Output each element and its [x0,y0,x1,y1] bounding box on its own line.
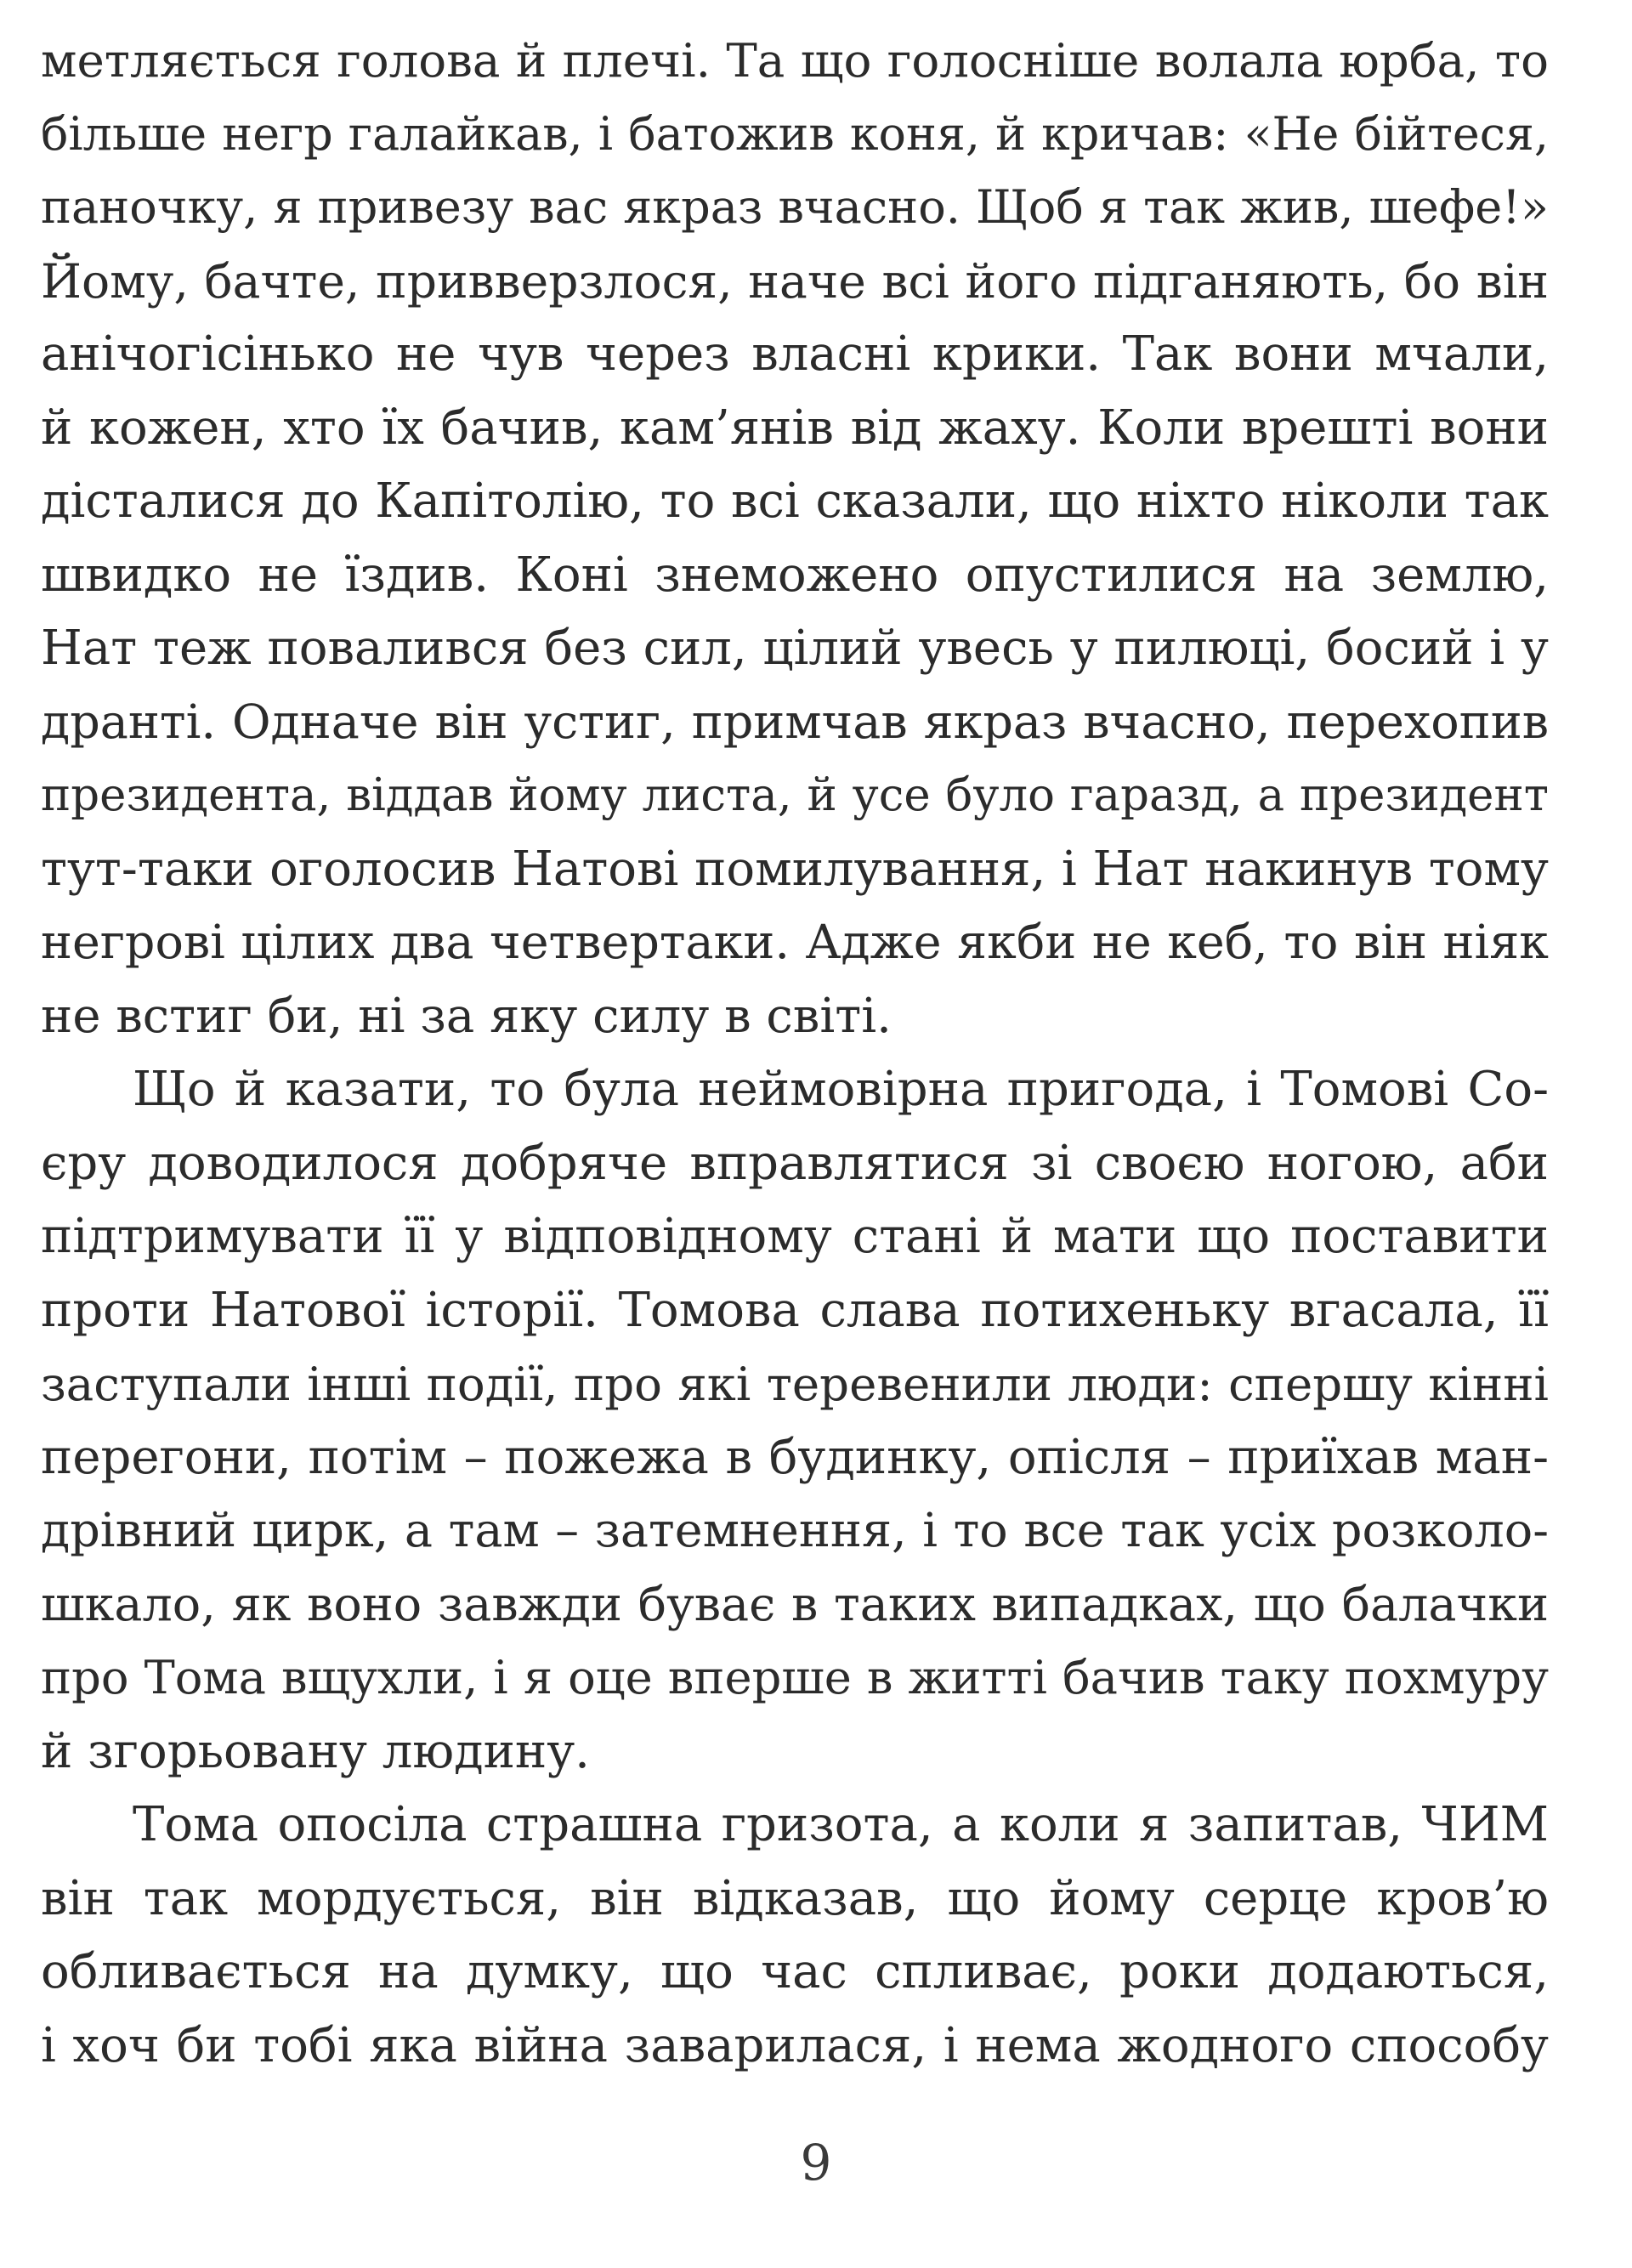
body-text [41,24,1549,2083]
text-line: проти Натової історії. Томова слава потихеньку вгасала, її [41,1282,1549,1338]
text-line: анічогісінько не чув через власні крики. Так вони мчали, [41,326,1549,382]
text-line: заступали інші події, про які теревенили люди: спершу кінні [41,1357,1549,1411]
text-line: швидко не їздив. Коні знеможено опустилися на землю, [41,547,1549,603]
paragraph-3 [41,1789,1549,2083]
text-line: не встиг би, ні за яку силу в світі. [41,988,892,1044]
text-line: шкало, як воно завжди буває в таких випадках, що балачки [41,1576,1549,1632]
text-line: і хоч би тобі яка війна заварилася, і нема жодного способу [41,2017,1549,2073]
text-line: єру доводилося добряче вправлятися зі своєю ногою, аби [41,1135,1549,1191]
text-line: тут-таки оголосив Натові помилування, і Нат накинув тому [41,841,1549,897]
text-line: дрівний цирк, а там – затемнення, і то все так усіх розколо- [41,1503,1549,1558]
text-line: підтримувати її у відповідному стані й мати що поставити [41,1209,1549,1264]
text-line: обливається на думку, що час спливає, роки додаються, [41,1944,1549,1999]
text-line: Що й казати, то була неймовірна пригода, і Томові Со- [133,1062,1549,1117]
text-line: негрові цілих два четвертаки. Адже якби не кеб, то він ніяк [41,915,1549,970]
paragraph-1 [41,24,1549,1053]
text-line: Йому, бачте, привверзлося, наче всі його підганяють, бо він [41,253,1549,309]
text-line: паночку, я привезу вас якраз вчасно. Щоб я так жив, шефе!» [41,180,1549,234]
text-line: дранті. Одначе він устиг, примчав якраз вчасно, перехопив [41,694,1549,750]
book-page [41,24,1549,2234]
text-line: й кожен, хто їх бачив, кам’янів від жаху. Коли врешті вони [41,400,1549,456]
text-line: й згорьовану людину. [41,1723,590,1779]
text-line: дісталися до Капітолію, то всі сказали, що ніхто ніколи так [41,473,1549,529]
paragraph-2 [41,1053,1549,1789]
text-line: президента, віддав йому листа, й усе було гаразд, а президент [41,769,1549,821]
text-line: метляється голова й плечі. Та що голосніше волала юрба, то [41,33,1549,88]
text-line: він так мордується, він відказав, що йому серце кров’ю [41,1870,1549,1926]
text-line: більше негр галайкав, і батожив коня, й кричав: «Не бійтеся, [41,106,1549,161]
text-line: про Тома вщухли, і я оце вперше в житті бачив таку похмуру [41,1651,1549,1704]
text-line: Тома опосіла страшна гризота, а коли я запитав, ЧИМ [133,1797,1549,1852]
text-line: Нат теж повалився без сил, цілий увесь у пилюці, босий і у [41,621,1549,676]
page-number: 9 [800,2134,832,2191]
text-line: перегони, потім – пожежа в будинку, опісля – приїхав ман- [41,1429,1549,1485]
